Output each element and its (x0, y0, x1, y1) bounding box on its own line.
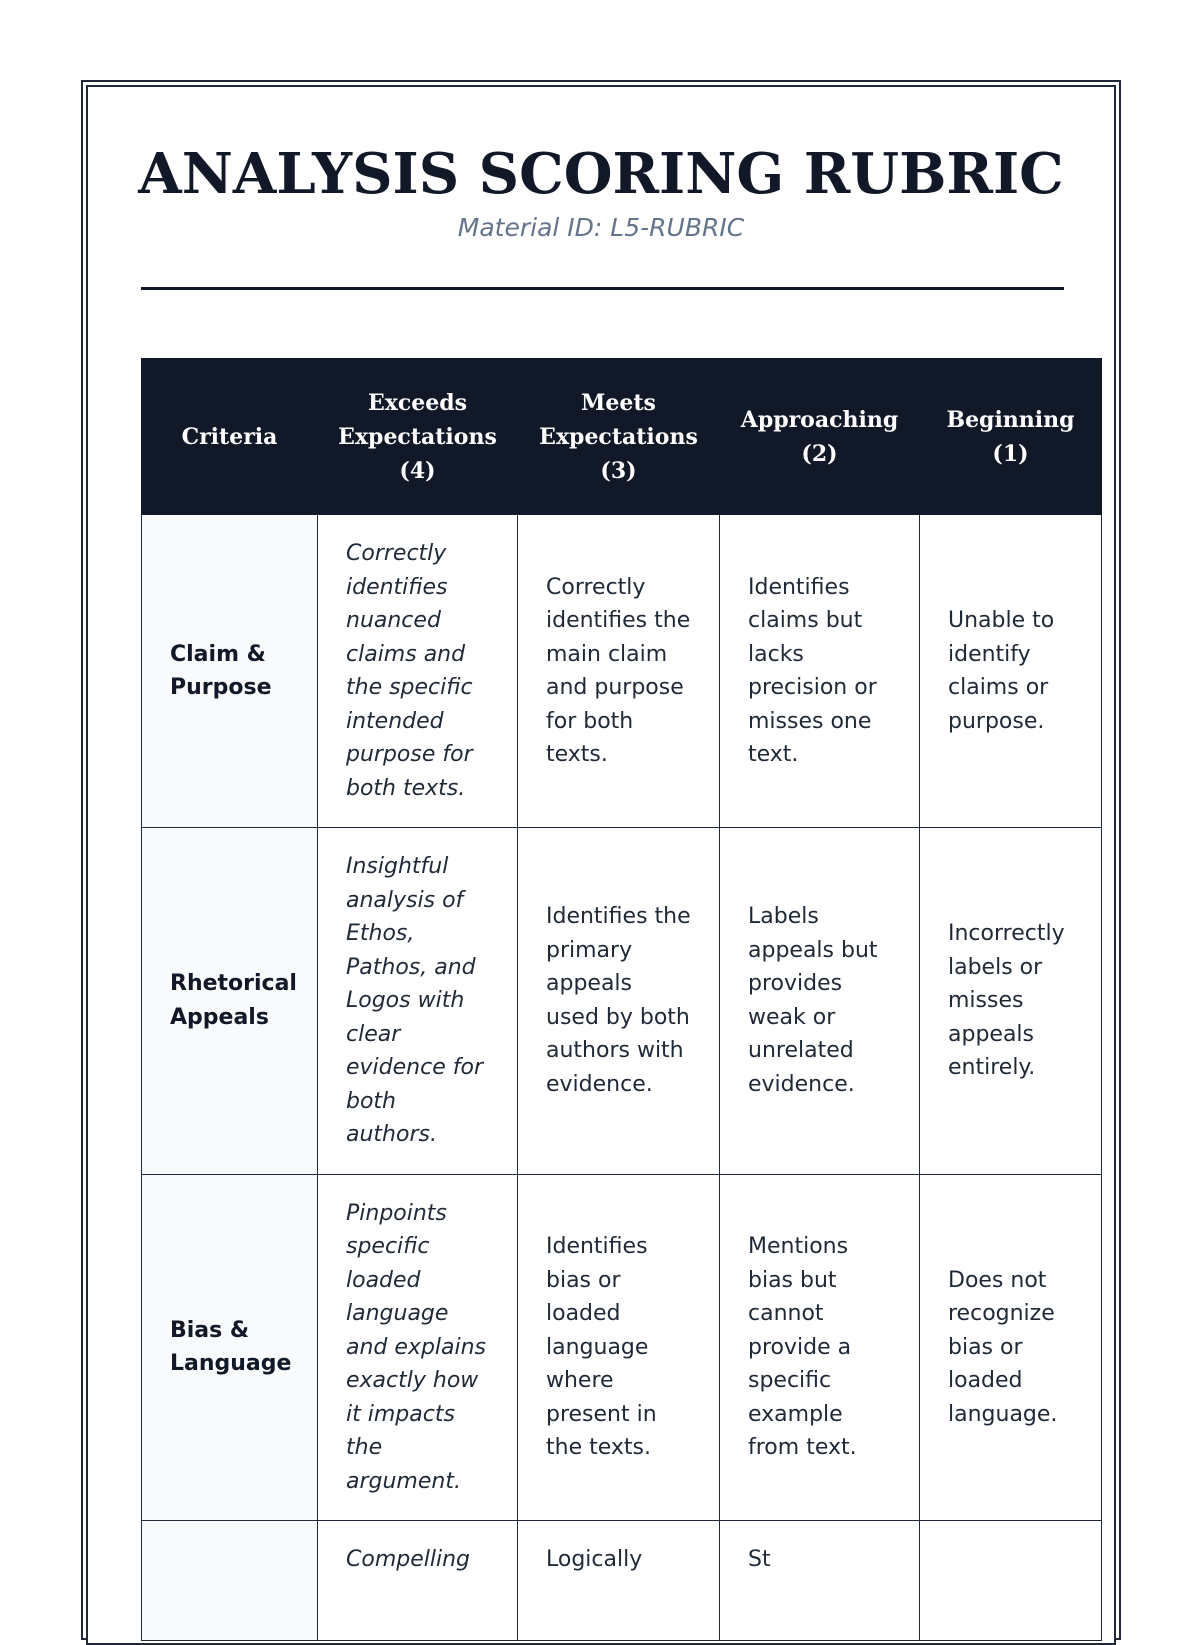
exceeds-cell: Insightful analysis of Ethos, Pathos, and Logos with clear evidence for both authors. (318, 828, 518, 1175)
document-title: ANALYSIS SCORING RUBRIC (138, 141, 1064, 207)
table-row (142, 1521, 1102, 1641)
table-row (142, 515, 1102, 828)
header-approaching: Approaching (2) (720, 359, 920, 515)
table-row (142, 828, 1102, 1175)
beginning-cell (920, 1521, 1102, 1641)
criteria-cell: Bias & Language (142, 1174, 318, 1521)
criteria-cell: Rhetorical Appeals (142, 828, 318, 1175)
meets-cell: Identifies the primary appeals used by both authors with evidence. (518, 828, 720, 1175)
approaching-cell: Mentions bias but cannot provide a specific example from text. (720, 1174, 920, 1521)
rubric-table (141, 358, 1102, 1641)
header-criteria: Criteria (142, 359, 318, 515)
criteria-cell (142, 1521, 318, 1641)
beginning-cell: Incorrectly labels or misses appeals entirely. (920, 828, 1102, 1175)
header-beginning: Beginning (1) (920, 359, 1102, 515)
approaching-cell: St (720, 1521, 920, 1641)
meets-cell: Logically (518, 1521, 720, 1641)
criteria-cell: Claim & Purpose (142, 515, 318, 828)
approaching-cell: Identifies claims but lacks precision or misses one text. (720, 515, 920, 828)
exceeds-cell: Correctly identifies nuanced claims and the specific intended purpose for both texts. (318, 515, 518, 828)
beginning-cell: Unable to identify claims or purpose. (920, 515, 1102, 828)
meets-cell: Identifies bias or loaded language where present in the texts. (518, 1174, 720, 1521)
table-row (142, 1174, 1102, 1521)
approaching-cell: Labels appeals but provides weak or unrelated evidence. (720, 828, 920, 1175)
exceeds-cell: Pinpoints specific loaded language and explains exactly how it impacts the argument. (318, 1174, 518, 1521)
beginning-cell: Does not recognize bias or loaded language. (920, 1174, 1102, 1521)
header-row (142, 359, 1102, 515)
exceeds-cell: Compelling (318, 1521, 518, 1641)
header-exceeds: Exceeds Expectations (4) (318, 359, 518, 515)
title-divider (141, 287, 1064, 290)
header-meets: Meets Expectations (3) (518, 359, 720, 515)
material-id: Material ID: L5-RUBRIC (457, 213, 745, 242)
meets-cell: Correctly identifies the main claim and purpose for both texts. (518, 515, 720, 828)
